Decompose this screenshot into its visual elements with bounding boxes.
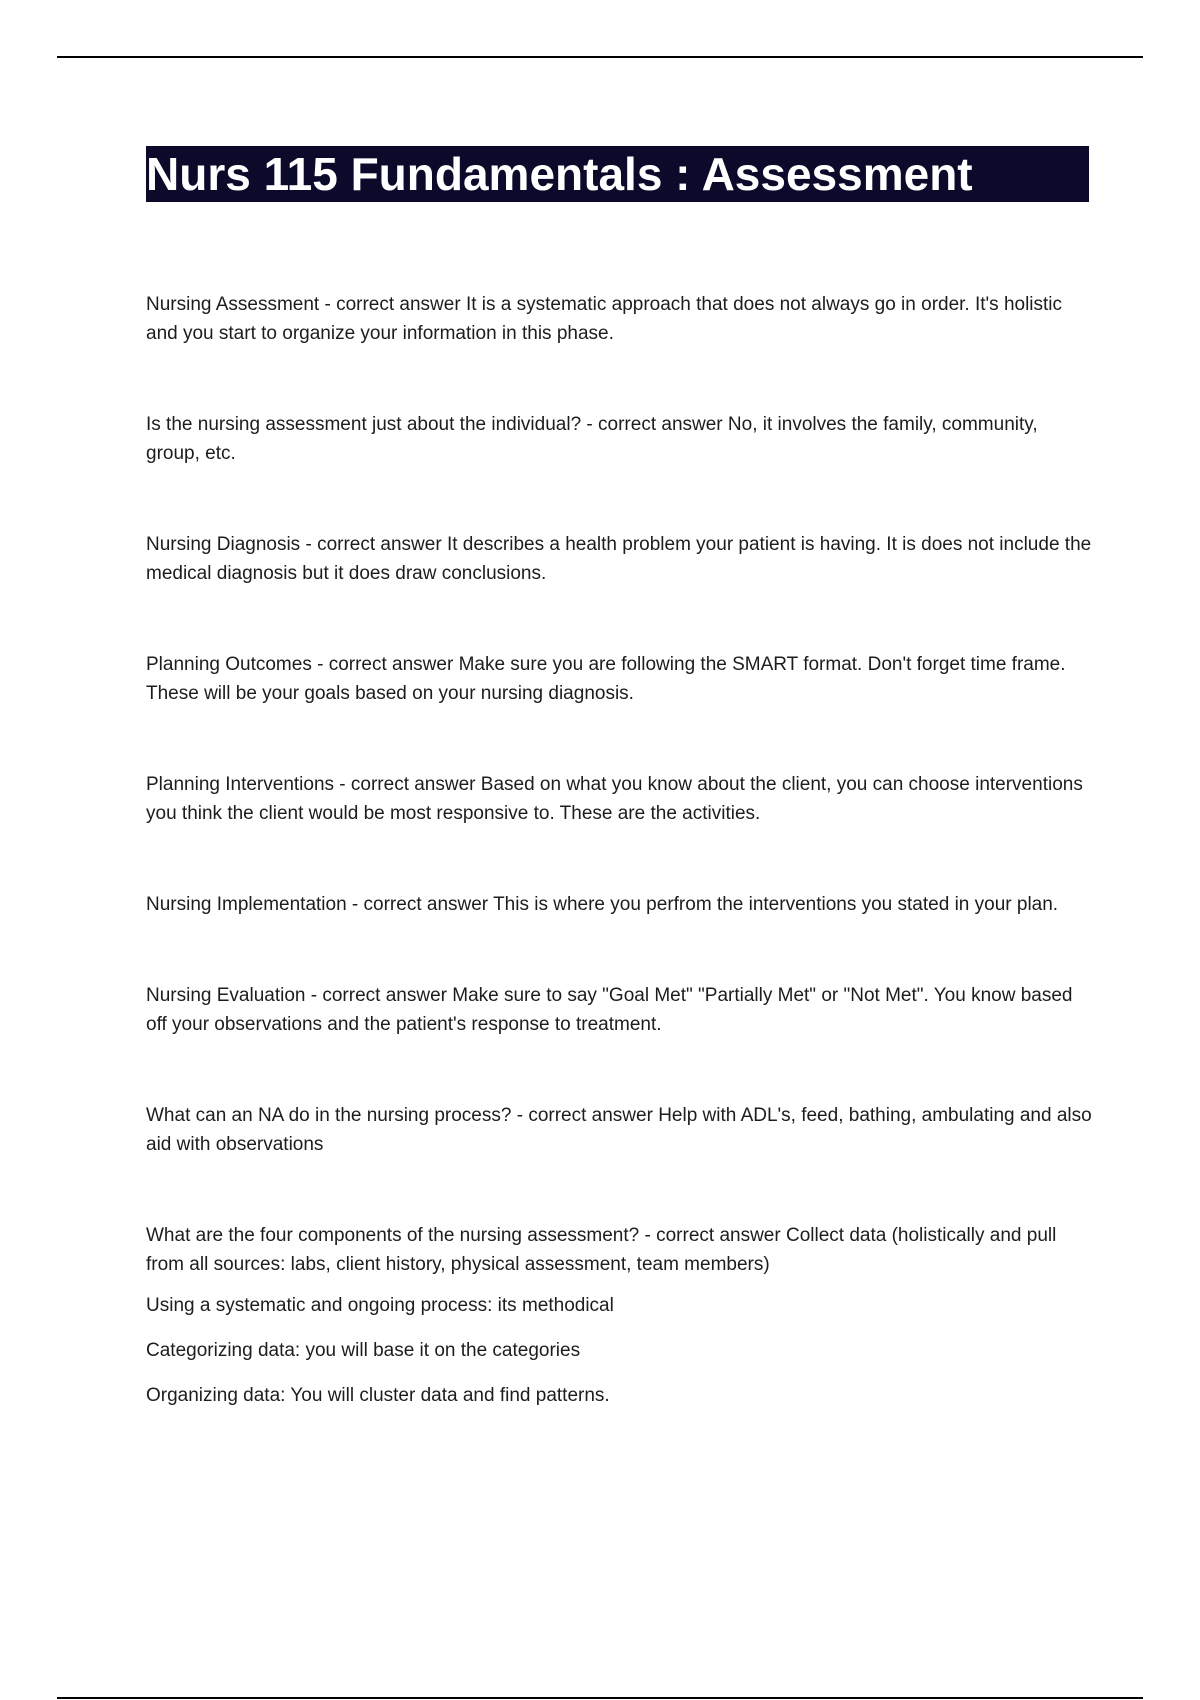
qa-entry-nursing-evaluation: Nursing Evaluation - correct answer Make sure to say "Goal Met" "Partially Met" or "Not Met". You know based off your observations and the patient's response to treatment. (146, 985, 1073, 1035)
qa-entry-na-role: What can an NA do in the nursing process? - correct answer Help with ADL's, feed, bathing, ambulating and also aid with observations (146, 1105, 1092, 1155)
qa-entry-nursing-assessment: Nursing Assessment - correct answer It is a systematic approach that does not always go in order. It's holistic and you start to organize your information in this phase. (146, 294, 1063, 344)
qa-entry-planning-outcomes: Planning Outcomes - correct answer Make sure you are following the SMART format. Don't forget time frame. These will be your goals based on your nursing diagnosis. (146, 654, 1066, 704)
qa-entry-nursing-diagnosis: Nursing Diagnosis - correct answer It describes a health problem your patient is having. It is does not include the medical diagnosis but it does draw conclusions. (146, 534, 1092, 584)
qa-entry-assessment-scope: Is the nursing assessment just about the individual? - correct answer No, it involves the family, community, group, etc. (146, 414, 1038, 464)
component-line-systematic: Using a systematic and ongoing process: its methodical (146, 1295, 614, 1316)
qa-entry-planning-interventions: Planning Interventions - correct answer Based on what you know about the client, you can choose interventions you think the client would be most responsive to. These are the activities. (146, 774, 1083, 824)
top-rule (57, 56, 1143, 58)
qa-entry-four-components: What are the four components of the nursing assessment? - correct answer Collect data (holistically and pull from all sources: labs, client history, physical assessment, team members) (146, 1225, 1057, 1275)
document-title: Nurs 115 Fundamentals : Assessment (146, 146, 1089, 202)
component-line-categorizing: Categorizing data: you will base it on the categories (146, 1340, 581, 1361)
component-line-organizing: Organizing data: You will cluster data and find patterns. (146, 1385, 610, 1406)
document-body (146, 290, 1092, 1426)
bottom-rule (57, 1697, 1143, 1699)
qa-entry-nursing-implementation: Nursing Implementation - correct answer This is where you perfrom the interventions you stated in your plan. (146, 894, 1059, 915)
